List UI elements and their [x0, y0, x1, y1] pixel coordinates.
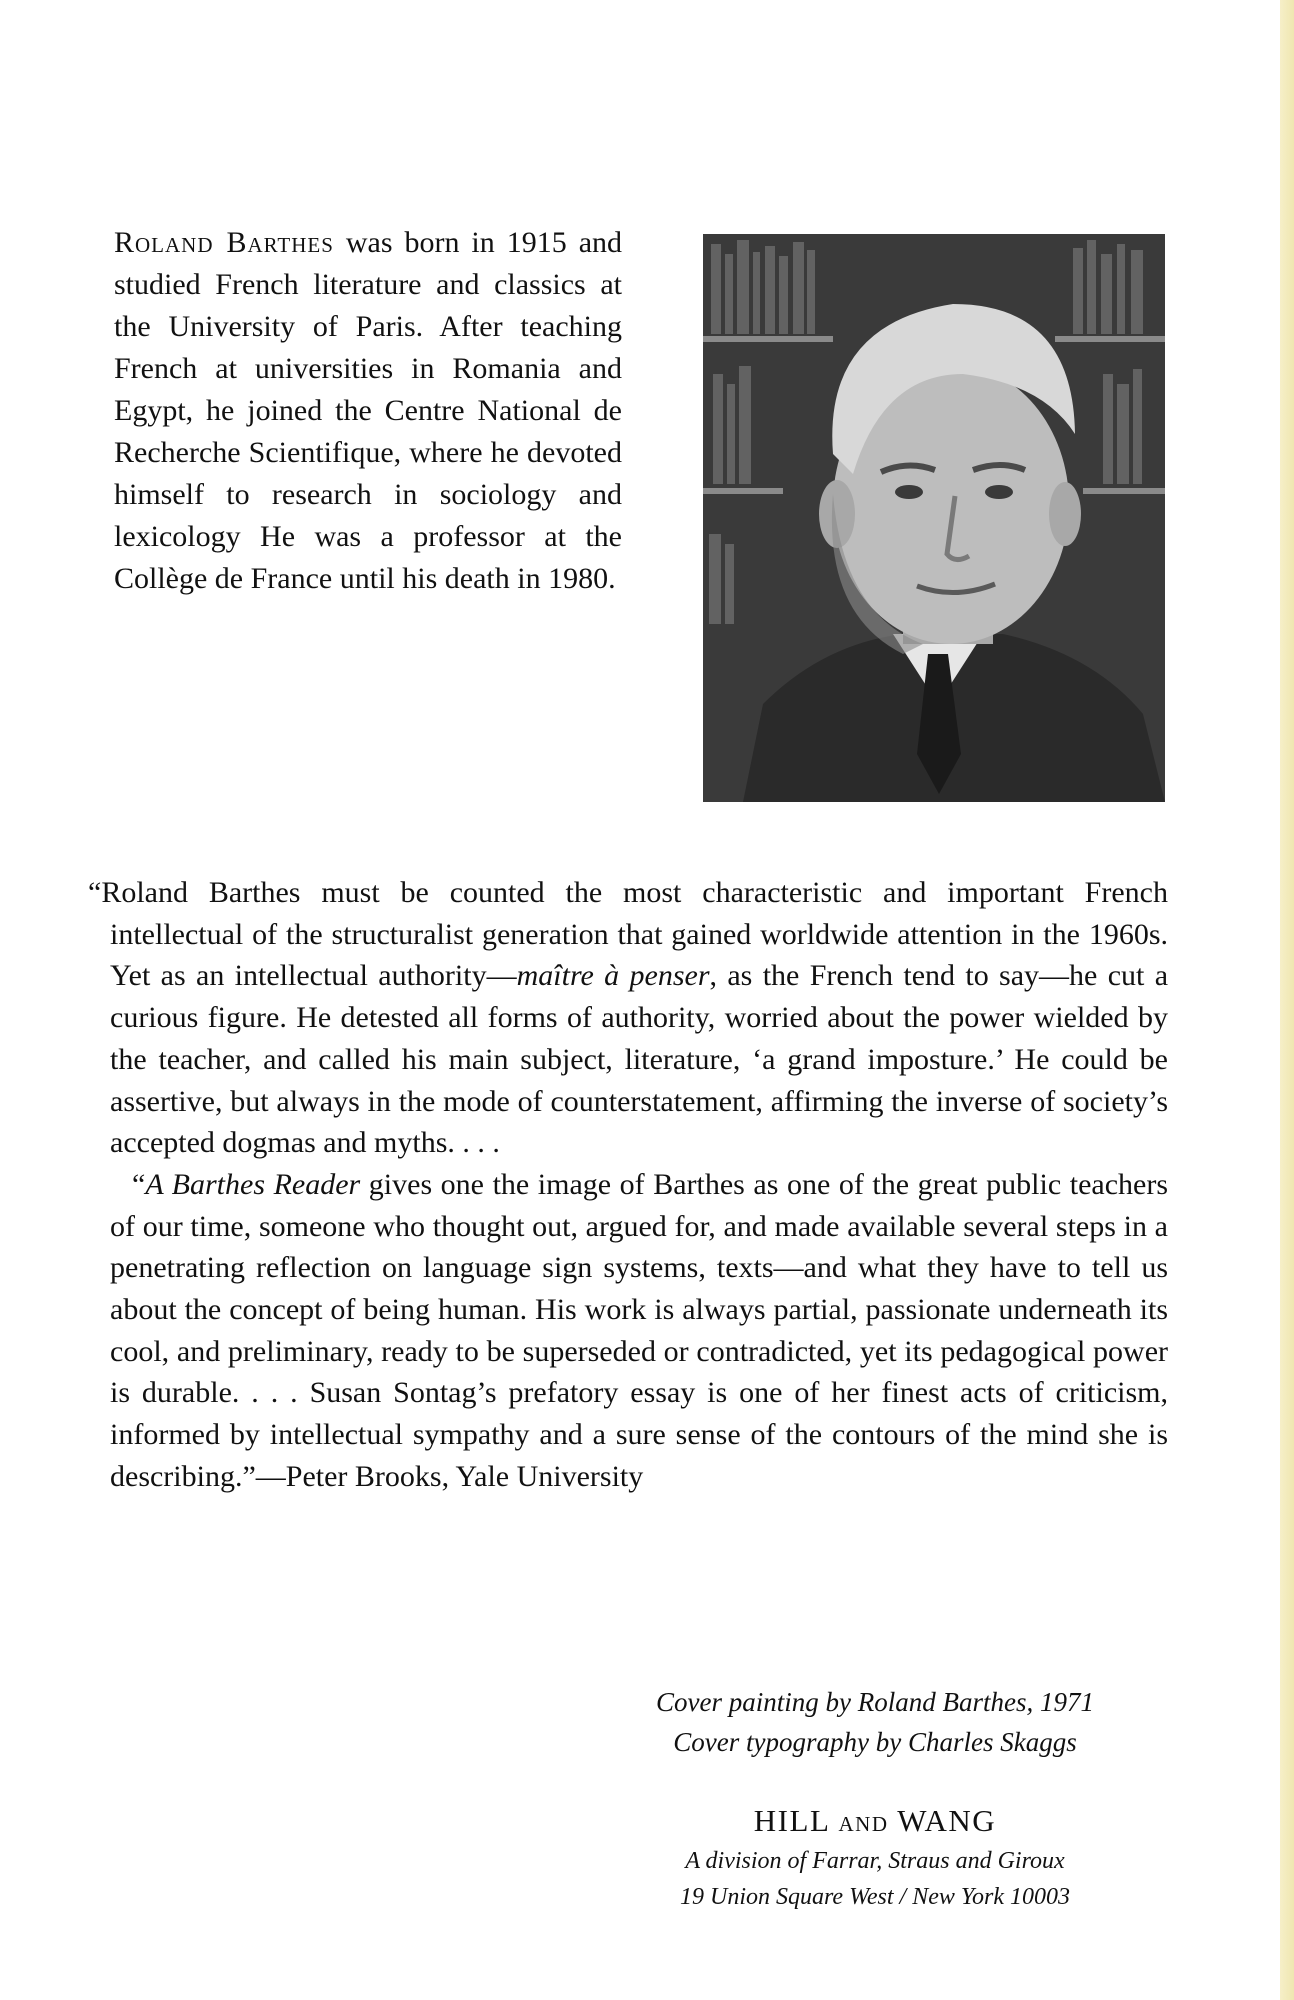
author-bio-text: was born in 1915 and studied French literature and classics at the University of Paris. After teaching French at universities in Romania and Egypt, he joined the Centre National de Recherche Scientifique, where he devoted himself to research in sociology and lexicology He was a professor at the Collège de France until his death in 1980.: [114, 226, 623, 595]
cover-painting-credit: Cover painting by Roland Barthes, 1971: [656, 1687, 1094, 1717]
publisher-division: A division of Farrar, Straus and Giroux: [685, 1848, 1065, 1874]
publisher-block: [580, 1800, 1170, 1915]
author-name: Roland Barthes: [114, 226, 334, 259]
publisher-name: HILL and WANG: [753, 1803, 997, 1838]
review-quote: [88, 872, 1168, 1498]
page-edge-strip: [1280, 0, 1294, 2000]
review-attribution: —Peter Brooks, Yale University: [255, 1459, 644, 1493]
cover-credits: [580, 1682, 1170, 1762]
review-paragraph-2: [88, 1164, 1168, 1498]
review-text: gives one the image of Barthes as one of the great public teachers of our time, someone who thought out, argued for, and made available several steps in a penetrating reflection on language sign systems, texts—and what they have to tell us about the concept of being human. His work is always partial, passionate underneath its cool, and preliminary, ready to be superseded or contradicted, yet its pedagogical power is durable. . . . Susan Sontag’s prefatory essay is one of her finest acts of criticism, informed by intellectual sympathy and a sure sense of the contours of the mind she is describing.”: [110, 1167, 1168, 1493]
publisher-address: 19 Union Square West / New York 10003: [679, 1884, 1071, 1910]
book-title: A Barthes Reader: [145, 1167, 361, 1201]
review-text: “Roland Barthes must be counted the most characteristic and important French intellectual of the structuralist generation that gained worldwide attention in the 1960s. Yet as an intellectual authority—: [88, 876, 1168, 993]
open-quote-mark: “: [132, 1167, 146, 1201]
author-portrait-image: [703, 234, 1165, 802]
review-text: , as the French tend to say—he cut a curious figure. He detested all forms of authority, worried about the power wielded by the teacher, and called his main subject, literature, ‘a grand imposture.’ He could be assertive, but always in the mode of counterstatement, affirming the inverse of society’s accepted dogmas and myths. . . .: [110, 959, 1169, 1160]
author-photo: [703, 234, 1165, 802]
cover-typography-credit: Cover typography by Charles Skaggs: [673, 1727, 1077, 1757]
author-bio: [114, 222, 622, 600]
review-emphasis: maître à penser: [516, 959, 710, 993]
review-paragraph-1: [88, 872, 1168, 1164]
